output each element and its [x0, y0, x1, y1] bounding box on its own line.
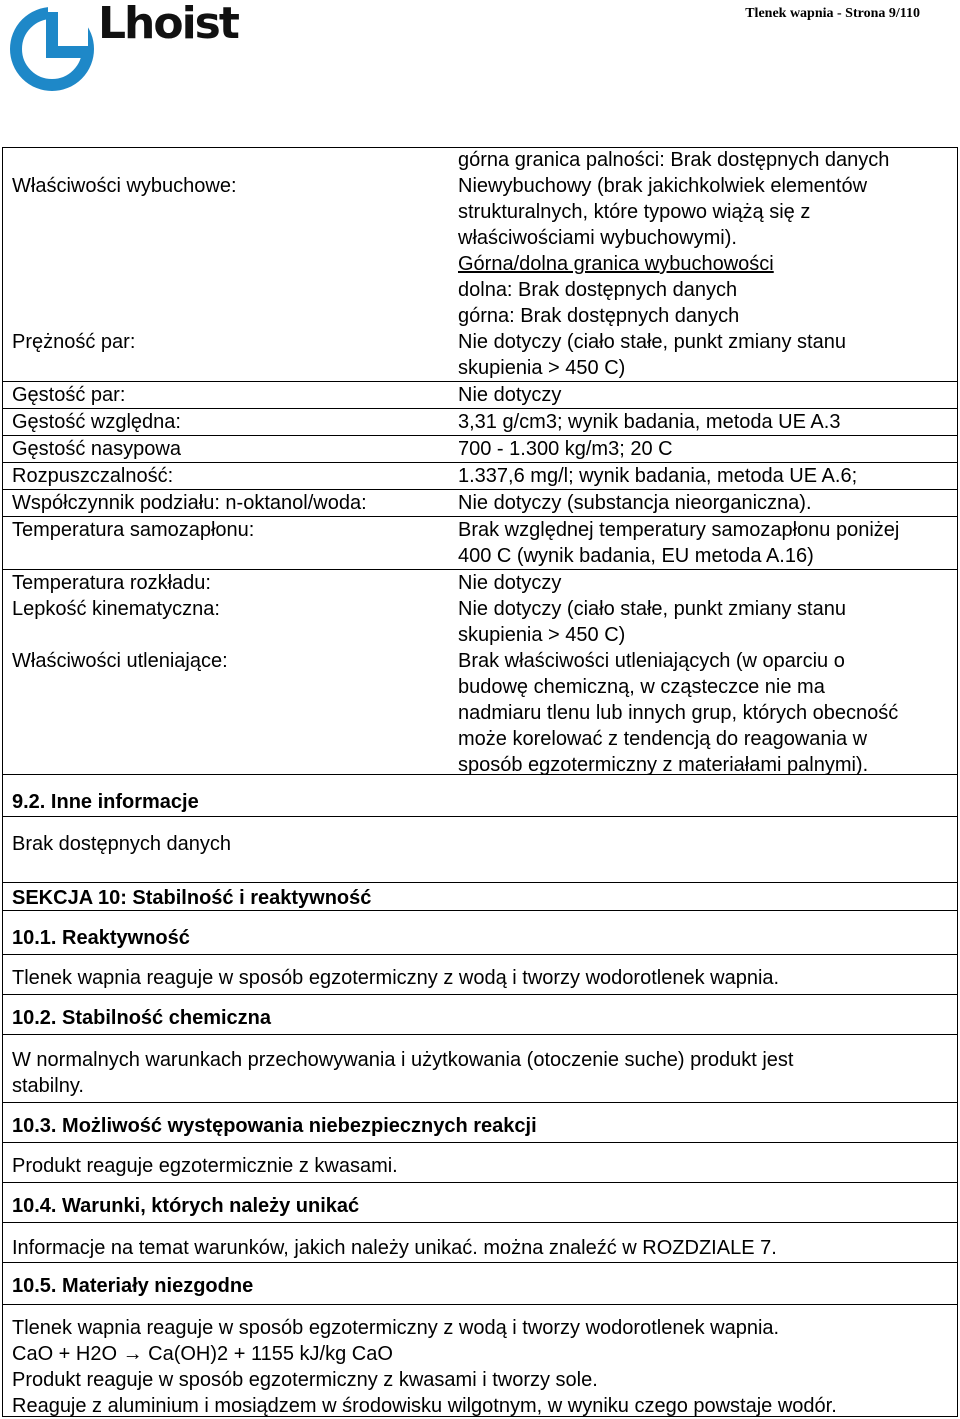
table-row: [2, 648, 958, 778]
section-10-2-text: W normalnych warunkach przechowywania i użytkowania (otoczenie suche) produkt jest stabilny.: [2, 1034, 958, 1100]
property-value: 3,31 g/cm3; wynik badania, metoda UE A.3: [444, 409, 958, 436]
table-row: [2, 173, 958, 329]
table-row: [2, 490, 958, 517]
property-value: Niewybuchowy (brak jakichkolwiek elementów strukturalnych, które typowo wiążą się z właściwościami wybuchowymi). Górna/dolna granica wybuchowości dolna: Brak dostępnych danych górna: Brak dostępnych danych: [444, 173, 958, 329]
table-row: [2, 382, 958, 409]
property-value: Brak właściwości utleniających (w oparciu o budowę chemiczną, w cząsteczce nie ma nadmiaru tlenu lub innych grup, których obecność może korelować z tendencją do reagowania w sposób egzotermiczny z materiałami palnymi).: [458, 650, 899, 776]
logo: [8, 2, 238, 94]
section-10-1-text: Tlenek wapnia reaguje w sposób egzotermiczny z wodą i tworzy wodorotlenek wapnia.: [2, 954, 958, 994]
table-row: [2, 463, 958, 490]
table-row: [2, 517, 958, 570]
section-10-4-title: 10.4. Warunki, których należy unikać: [2, 1182, 958, 1222]
section-10-4-text: Informacje na temat warunków, jakich należy unikać. można znaleźć w ROZDZIALE 7.: [2, 1222, 958, 1262]
property-key: Lepkość kinematyczna:: [12, 598, 220, 620]
property-key: Właściwości wybuchowe:: [12, 175, 237, 197]
table-row: [2, 596, 958, 648]
property-key: Temperatura samozapłonu:: [2, 517, 444, 570]
section-10-3-text: Produkt reaguje egzotermicznie z kwasami.: [2, 1142, 958, 1182]
section-10-2-title: 10.2. Stabilność chemiczna: [2, 994, 958, 1034]
section-10-5-title: 10.5. Materiały niezgodne: [2, 1262, 958, 1302]
table-row: [2, 570, 958, 597]
property-value: górna granica palności: Brak dostępnych danych: [458, 149, 890, 171]
property-value: Brak względnej temperatury samozapłonu poniżej 400 C (wynik badania, EU metoda A.16): [444, 517, 958, 570]
page-label: Tlenek wapnia - Strona 9/110: [745, 6, 920, 21]
section-10-3-title: 10.3. Możliwość występowania niebezpiecznych reakcji: [2, 1102, 958, 1142]
property-value: 1.337,6 mg/l; wynik badania, metoda UE A.6;: [444, 463, 958, 490]
property-key: Gęstość nasypowa: [2, 436, 444, 463]
property-value: Nie dotyczy: [444, 382, 958, 409]
table-row: [2, 329, 958, 382]
property-key: [2, 147, 444, 173]
section-9-2-title: 9.2. Inne informacje: [2, 774, 958, 816]
section-9-2-text: Brak dostępnych danych: [2, 816, 958, 856]
property-key: Właściwości utleniające:: [12, 650, 228, 672]
properties-table: [2, 147, 958, 778]
property-key: Współczynnik podziału: n-oktanol/woda:: [2, 490, 444, 517]
table-row: [2, 147, 958, 173]
property-key: Temperatura rozkładu:: [2, 570, 444, 597]
property-key: Gęstość par:: [2, 382, 444, 409]
property-key: Prężność par:: [12, 331, 136, 353]
property-key: Rozpuszczalność:: [2, 463, 444, 490]
explosion-limit-heading: Górna/dolna granica wybuchowości: [458, 253, 774, 275]
property-value: Nie dotyczy (ciało stałe, punkt zmiany stanu skupienia > 450 C): [458, 331, 846, 379]
logo-text: Lhoist: [98, 0, 238, 49]
property-value: Nie dotyczy (ciało stałe, punkt zmiany stanu skupienia > 450 C): [458, 598, 846, 646]
table-row: [2, 409, 958, 436]
section-10-1-title: 10.1. Reaktywność: [2, 910, 958, 954]
property-key: Gęstość względna:: [2, 409, 444, 436]
property-value: Nie dotyczy: [444, 570, 958, 597]
property-value: 700 - 1.300 kg/m3; 20 C: [444, 436, 958, 463]
table-row: [2, 436, 958, 463]
section-10-title: SEKCJA 10: Stabilność i reaktywność: [2, 882, 958, 910]
section-10-5-text: Tlenek wapnia reaguje w sposób egzotermiczny z wodą i tworzy wodorotlenek wapnia. CaO + H2O → Ca(OH)2 + 1155 kJ/kg CaO Produkt reaguje w sposób egzotermiczny z kwasami i tworzy sole. Reaguje z aluminium i mosiądzem w środowisku wilgotnym, w wyniku czego powstaje wodór.: [2, 1304, 958, 1419]
property-value: Nie dotyczy (substancja nieorganiczna).: [444, 490, 958, 517]
